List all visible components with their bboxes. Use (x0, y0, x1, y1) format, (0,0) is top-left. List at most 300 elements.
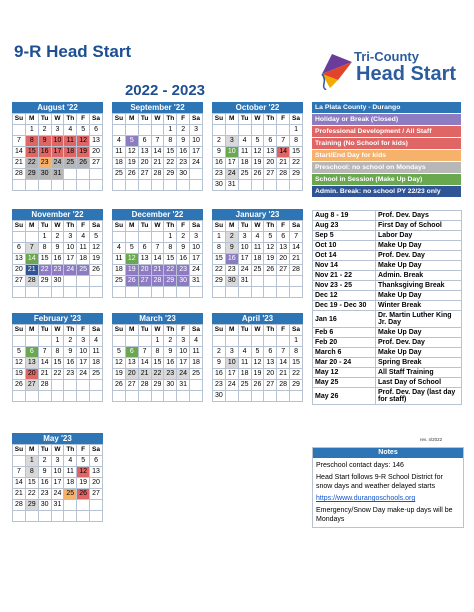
day-of-week-label: M (25, 114, 38, 125)
calendar-day: 5 (125, 243, 138, 254)
calendar-day: 6 (125, 347, 138, 358)
calendar-day: 25 (238, 380, 251, 391)
calendar-day (51, 287, 64, 298)
day-of-week-label: F (277, 114, 290, 125)
day-of-week-label: Su (13, 221, 26, 232)
calendar-day: 9 (64, 347, 77, 358)
calendar-day (264, 391, 277, 402)
key-date-row (313, 241, 462, 251)
calendar-day: 21 (13, 158, 26, 169)
calendar-day: 20 (138, 265, 151, 276)
calendar-day: 17 (51, 147, 64, 158)
calendar-day (177, 287, 190, 298)
calendar-day: 7 (277, 136, 290, 147)
logo-line1: Tri-County (354, 49, 419, 64)
notes-contact-days: Preschool contact days: 146 (316, 462, 404, 469)
key-date-event: Winter Break (376, 301, 462, 311)
calendar-day: 24 (77, 369, 90, 380)
calendar-day: 24 (238, 265, 251, 276)
calendar-day (138, 391, 151, 402)
calendar-day: 21 (151, 158, 164, 169)
calendar-day: 9 (38, 136, 51, 147)
calendar-day: 7 (13, 467, 26, 478)
calendar-day: 21 (151, 265, 164, 276)
notes-makeup-days: Emergency/Snow Day make-up days will be Mondays (316, 507, 453, 523)
calendar-day: 20 (264, 158, 277, 169)
calendar-day: 19 (125, 158, 138, 169)
calendar-day: 28 (38, 380, 51, 391)
calendar-day: 2 (213, 136, 226, 147)
calendar-day: 12 (77, 136, 90, 147)
calendar-day (251, 125, 264, 136)
calendar-day: 18 (190, 358, 203, 369)
calendar-day (90, 380, 103, 391)
key-date-event: Dr. Martin Luther King Jr. Day (376, 311, 462, 328)
calendar-day: 8 (213, 243, 226, 254)
calendar-day: 28 (138, 380, 151, 391)
key-date: Nov 14 (313, 261, 376, 271)
calendar-day: 27 (90, 489, 103, 500)
calendar-day: 16 (213, 158, 226, 169)
calendar-day: 12 (77, 467, 90, 478)
calendar-day (13, 180, 26, 191)
calendar-day: 4 (113, 136, 126, 147)
calendar-day: 4 (113, 243, 126, 254)
calendar-day (213, 336, 226, 347)
key-date-event: All Staff Training (376, 368, 462, 378)
calendar-day (138, 287, 151, 298)
calendar-day: 13 (90, 467, 103, 478)
day-of-week-label: W (251, 221, 264, 232)
day-of-week-label: Su (213, 114, 226, 125)
day-of-week-label: M (25, 325, 38, 336)
day-of-week-label: Su (113, 114, 126, 125)
calendar-day: 9 (177, 243, 190, 254)
calendar-day (164, 391, 177, 402)
calendar-day (213, 287, 226, 298)
calendar-day (238, 391, 251, 402)
calendar-day (64, 380, 77, 391)
calendar-day: 19 (251, 158, 264, 169)
calendar-day (125, 287, 138, 298)
head-start-logo (318, 49, 468, 92)
calendar-day (125, 125, 138, 136)
calendar-day: 22 (164, 158, 177, 169)
day-of-week-label: Tu (138, 325, 151, 336)
calendar-day: 19 (13, 369, 26, 380)
calendar-day (90, 391, 103, 402)
calendar-day (225, 125, 238, 136)
calendar-day: 27 (264, 169, 277, 180)
calendar-day: 7 (38, 347, 51, 358)
calendar-day: 10 (225, 358, 238, 369)
calendar-day: 6 (277, 232, 290, 243)
calendar-day: 6 (90, 456, 103, 467)
calendar-day: 17 (225, 158, 238, 169)
calendar-day: 29 (25, 169, 38, 180)
calendar-day: 2 (225, 232, 238, 243)
key-date-row (313, 291, 462, 301)
calendar-day: 10 (225, 147, 238, 158)
key-date-event: Last Day of School (376, 378, 462, 388)
key-date-event: Labor Day (376, 231, 462, 241)
day-of-week-label: W (251, 325, 264, 336)
calendar-day: 2 (38, 125, 51, 136)
calendar-day: 15 (151, 358, 164, 369)
calendar-day: 1 (38, 232, 51, 243)
key-date: Feb 6 (313, 328, 376, 338)
day-of-week-label: F (277, 221, 290, 232)
calendar-day: 15 (51, 358, 64, 369)
calendar-day: 1 (164, 125, 177, 136)
calendar-day: 26 (13, 380, 26, 391)
calendar-day (64, 276, 77, 287)
calendar-day (151, 180, 164, 191)
calendar-day (64, 180, 77, 191)
calendar-day: 29 (38, 276, 51, 287)
day-of-week-label: Tu (238, 325, 251, 336)
legend-item: Training (No School for kids) (312, 138, 461, 149)
calendar-day: 23 (51, 265, 64, 276)
calendar-day: 29 (151, 380, 164, 391)
calendar-day (190, 169, 203, 180)
calendar-day (251, 287, 264, 298)
day-of-week-label: W (51, 325, 64, 336)
calendar-day: 21 (13, 489, 26, 500)
calendar-day: 5 (77, 125, 90, 136)
calendar-day: 23 (64, 369, 77, 380)
calendar-day (138, 180, 151, 191)
day-of-week-label: Su (13, 445, 26, 456)
calendar-day: 16 (38, 478, 51, 489)
day-of-week-label: Tu (38, 445, 51, 456)
day-of-week-label: Sa (90, 221, 103, 232)
calendar-day: 3 (177, 336, 190, 347)
calendar-day: 30 (164, 380, 177, 391)
calendar-day: 29 (164, 276, 177, 287)
key-date: Mar 20 - 24 (313, 358, 376, 368)
calendar-day: 24 (64, 265, 77, 276)
calendar-day: 27 (90, 158, 103, 169)
calendar-day: 30 (225, 276, 238, 287)
calendar-day: 12 (13, 358, 26, 369)
calendar-day: 26 (251, 169, 264, 180)
calendar-day (13, 391, 26, 402)
calendar-day (13, 287, 26, 298)
calendar-day: 10 (238, 243, 251, 254)
calendar-day: 31 (225, 180, 238, 191)
calendar-day (251, 336, 264, 347)
calendar-day (190, 287, 203, 298)
calendar-day: 14 (151, 254, 164, 265)
day-of-week-label: Su (113, 221, 126, 232)
calendar-day: 13 (125, 358, 138, 369)
legend-item: Admin. Break: no school PY 22/23 only (312, 186, 461, 197)
day-of-week-label: M (225, 325, 238, 336)
key-date-event: First Day of School (376, 221, 462, 231)
calendar-day (277, 125, 290, 136)
calendar-day: 18 (64, 478, 77, 489)
key-date-row (313, 378, 462, 388)
key-date-event: Make Up Day (376, 348, 462, 358)
notes-panel (312, 447, 464, 528)
calendar-day: 27 (277, 265, 290, 276)
calendar-day: 21 (290, 254, 303, 265)
calendar-day: 17 (77, 358, 90, 369)
key-date-row (313, 301, 462, 311)
day-of-week-label: Th (164, 221, 177, 232)
calendar-day: 5 (77, 456, 90, 467)
month-title: December '22 (112, 209, 203, 220)
calendar-day (190, 180, 203, 191)
calendar-day: 9 (38, 467, 51, 478)
month-5 (212, 209, 303, 298)
color-legend (312, 102, 461, 198)
calendar-day: 14 (151, 147, 164, 158)
day-of-week-label: M (125, 221, 138, 232)
key-date-event: Admin. Break (376, 271, 462, 281)
calendar-day: 5 (125, 136, 138, 147)
calendar-day: 19 (90, 254, 103, 265)
key-date-row (313, 231, 462, 241)
calendar-day (125, 391, 138, 402)
calendar-day (264, 287, 277, 298)
calendar-day (290, 180, 303, 191)
calendar-day (38, 511, 51, 522)
calendar-day (277, 391, 290, 402)
calendar-day: 28 (13, 500, 26, 511)
calendar-day (77, 169, 90, 180)
calendar-day: 10 (64, 243, 77, 254)
calendar-day (164, 180, 177, 191)
calendar-day: 26 (77, 158, 90, 169)
day-of-week-label: Th (64, 325, 77, 336)
calendar-day: 23 (177, 158, 190, 169)
day-of-week-label: Th (64, 445, 77, 456)
key-date-row (313, 368, 462, 378)
calendar-day: 17 (190, 147, 203, 158)
calendar-day (177, 391, 190, 402)
calendar-day (113, 391, 126, 402)
key-date-event: Prof. Dev. Day (376, 251, 462, 261)
calendar-day (25, 287, 38, 298)
calendar-day: 13 (264, 358, 277, 369)
calendar-day (251, 276, 264, 287)
calendar-day: 2 (213, 347, 226, 358)
day-of-week-label: Tu (138, 114, 151, 125)
key-date-row (313, 358, 462, 368)
calendar-day: 16 (177, 254, 190, 265)
calendar-day: 3 (238, 232, 251, 243)
calendar-day (38, 336, 51, 347)
day-of-week-label: F (177, 325, 190, 336)
month-title: January '23 (212, 209, 303, 220)
calendar-day (113, 287, 126, 298)
calendar-day: 29 (290, 169, 303, 180)
day-of-week-label: W (151, 114, 164, 125)
calendar-day: 4 (190, 336, 203, 347)
month-0 (12, 102, 103, 191)
day-of-week-label: F (177, 114, 190, 125)
key-date-row (313, 221, 462, 231)
calendar-day: 24 (225, 380, 238, 391)
day-of-week-label: Tu (38, 114, 51, 125)
calendar-day: 1 (51, 336, 64, 347)
day-of-week-label: Su (13, 114, 26, 125)
calendar-day: 28 (151, 169, 164, 180)
day-of-week-label: Su (213, 325, 226, 336)
calendar-day: 21 (277, 369, 290, 380)
calendar-day: 22 (290, 158, 303, 169)
calendar-day: 18 (113, 158, 126, 169)
calendar-day (151, 391, 164, 402)
legend-item: Preschool: no school on Mondays (312, 162, 461, 173)
calendar-day: 1 (213, 232, 226, 243)
day-of-week-label: Sa (290, 325, 303, 336)
calendar-day: 24 (51, 158, 64, 169)
calendar-day: 14 (290, 243, 303, 254)
month-title: November '22 (12, 209, 103, 220)
district-link[interactable]: https://www.durangoschools.org (316, 495, 416, 502)
key-date-row (313, 281, 462, 291)
calendar-day: 8 (38, 243, 51, 254)
day-of-week-label: Sa (190, 221, 203, 232)
calendar-day: 25 (251, 265, 264, 276)
calendar-day: 8 (290, 136, 303, 147)
calendar-day: 16 (177, 147, 190, 158)
calendar-day: 10 (51, 467, 64, 478)
calendar-day (77, 380, 90, 391)
calendar-day: 30 (177, 169, 190, 180)
calendar-day: 14 (277, 147, 290, 158)
calendar-day: 22 (25, 489, 38, 500)
calendar-day (13, 125, 26, 136)
calendar-day (77, 180, 90, 191)
calendar-day (13, 511, 26, 522)
day-of-week-label: Sa (190, 325, 203, 336)
calendar-day: 17 (238, 254, 251, 265)
day-of-week-label: Su (113, 325, 126, 336)
calendar-day: 31 (238, 276, 251, 287)
key-dates-table (312, 210, 462, 405)
calendar-day: 16 (213, 369, 226, 380)
calendar-day: 25 (64, 158, 77, 169)
calendar-day: 9 (177, 136, 190, 147)
calendar-day: 3 (190, 125, 203, 136)
calendar-day: 8 (290, 347, 303, 358)
calendar-day: 3 (225, 347, 238, 358)
calendar-day: 1 (164, 232, 177, 243)
calendar-day: 1 (290, 125, 303, 136)
calendar-day: 8 (164, 243, 177, 254)
calendar-day: 11 (238, 147, 251, 158)
day-of-week-label: Sa (290, 114, 303, 125)
calendar-day (64, 511, 77, 522)
calendar-day: 23 (213, 380, 226, 391)
calendar-day: 21 (277, 158, 290, 169)
calendar-day (113, 125, 126, 136)
calendar-day: 15 (290, 147, 303, 158)
key-date: Nov 21 - 22 (313, 271, 376, 281)
calendar-day: 23 (164, 369, 177, 380)
calendar-day: 25 (77, 265, 90, 276)
calendar-day: 7 (290, 232, 303, 243)
calendar-day (77, 391, 90, 402)
calendar-day (13, 336, 26, 347)
calendar-day (251, 180, 264, 191)
month-3 (12, 209, 103, 298)
calendar-day: 22 (164, 265, 177, 276)
logo-kite-icon (318, 52, 354, 90)
calendar-day (51, 391, 64, 402)
day-of-week-label: Th (264, 221, 277, 232)
calendar-day: 8 (25, 467, 38, 478)
calendar-day: 2 (177, 232, 190, 243)
calendar-day (151, 125, 164, 136)
key-date: Feb 20 (313, 338, 376, 348)
calendar-day (264, 336, 277, 347)
calendar-day: 25 (64, 489, 77, 500)
calendar-day (90, 169, 103, 180)
calendar-day: 29 (164, 169, 177, 180)
calendar-day: 1 (25, 456, 38, 467)
calendar-day: 6 (90, 125, 103, 136)
calendar-day (264, 276, 277, 287)
key-date-event: Make Up Day (376, 241, 462, 251)
calendar-day (64, 287, 77, 298)
key-date-row (313, 261, 462, 271)
calendar-day: 26 (113, 380, 126, 391)
calendar-day: 2 (164, 336, 177, 347)
calendar-day: 24 (190, 265, 203, 276)
calendar-day: 26 (90, 265, 103, 276)
day-of-week-label: M (225, 221, 238, 232)
calendar-day (64, 500, 77, 511)
calendar-day: 15 (25, 478, 38, 489)
key-date: Oct 10 (313, 241, 376, 251)
calendar-day: 14 (13, 478, 26, 489)
key-date: Sep 5 (313, 231, 376, 241)
calendar-day: 11 (238, 358, 251, 369)
calendar-day: 4 (238, 347, 251, 358)
key-date-row (313, 338, 462, 348)
key-date: Jan 16 (313, 311, 376, 328)
calendar-day: 26 (125, 276, 138, 287)
month-title: May '23 (12, 433, 103, 444)
calendar-day: 16 (38, 147, 51, 158)
key-date: Dec 12 (313, 291, 376, 301)
calendar-day: 7 (151, 243, 164, 254)
key-date-event: Prof. Dev. Day (376, 338, 462, 348)
calendar-day (190, 380, 203, 391)
calendar-day: 28 (25, 276, 38, 287)
calendar-day: 5 (251, 136, 264, 147)
day-of-week-label: Tu (38, 325, 51, 336)
day-of-week-label: Tu (238, 221, 251, 232)
calendar-day: 13 (277, 243, 290, 254)
day-of-week-label: Sa (190, 114, 203, 125)
calendar-day: 21 (25, 265, 38, 276)
calendar-day (25, 511, 38, 522)
day-of-week-label: Tu (138, 221, 151, 232)
calendar-day (113, 180, 126, 191)
calendar-day (51, 511, 64, 522)
day-of-week-label: F (77, 445, 90, 456)
calendar-day: 6 (25, 347, 38, 358)
calendar-day (125, 336, 138, 347)
calendar-day: 20 (277, 254, 290, 265)
calendar-day (77, 287, 90, 298)
